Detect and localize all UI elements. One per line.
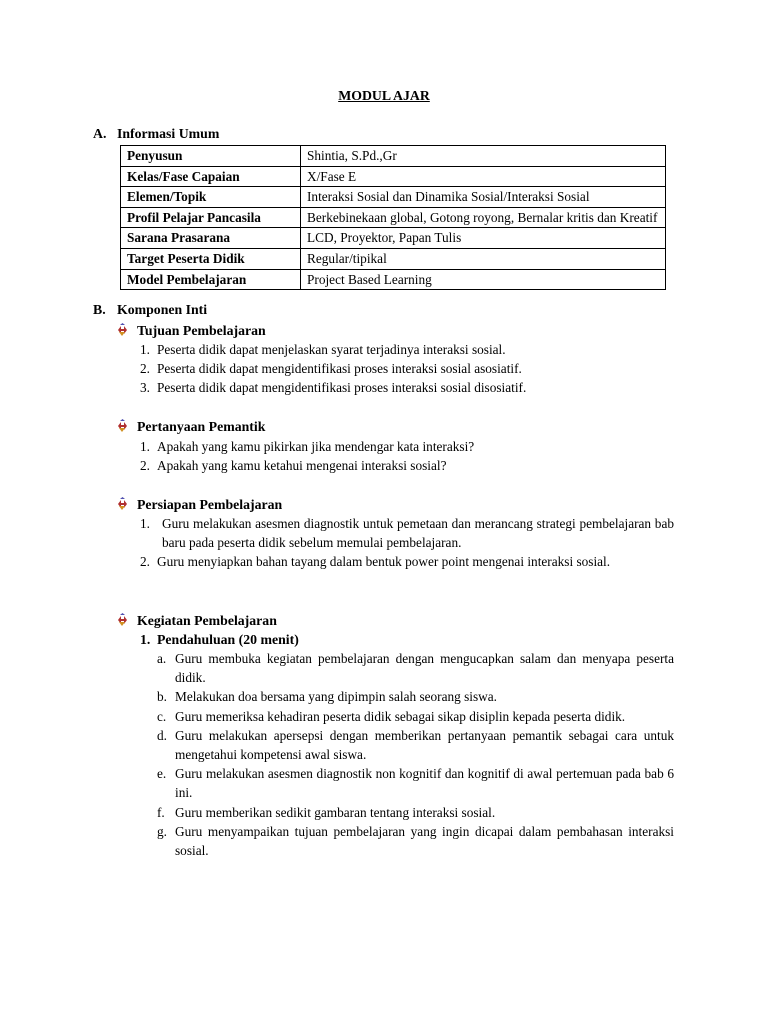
subsection-label: Persiapan Pembelajaran bbox=[137, 497, 283, 512]
list-text: Apakah yang kamu pikirkan jika mendengar kata interaksi? bbox=[157, 439, 475, 454]
arrow-bullet-icon bbox=[115, 419, 137, 433]
arrow-bullet-icon bbox=[115, 497, 137, 511]
list-item bbox=[140, 552, 674, 571]
list-item bbox=[157, 649, 674, 687]
list-item bbox=[140, 437, 674, 456]
list-text: Guru melakukan asesmen diagnostik untuk pemetaan dan merancang strategi pembelajaran bab baru pada peserta didik sebelum memulai pembelajaran. bbox=[162, 516, 674, 551]
phase-number: 1. bbox=[140, 632, 151, 647]
list-number: 2. bbox=[140, 361, 150, 377]
list-letter: d. bbox=[157, 727, 167, 743]
subsection-label: Tujuan Pembelajaran bbox=[137, 323, 266, 338]
list-item bbox=[157, 803, 674, 822]
info-value: Berkebinekaan global, Gotong royong, Bernalar kritis dan Kreatif bbox=[301, 207, 666, 228]
list-text: Peserta didik dapat mengidentifikasi proses interaksi sosial disosiatif. bbox=[157, 380, 527, 396]
list-number: 3. bbox=[140, 380, 150, 396]
info-key: Penyusun bbox=[121, 146, 301, 167]
info-value: Shintia, S.Pd.,Gr bbox=[301, 146, 666, 167]
list-item bbox=[157, 687, 674, 706]
list-number: 1. bbox=[140, 439, 150, 454]
list-item bbox=[157, 822, 674, 860]
section-b-label: Komponen Inti bbox=[117, 302, 208, 317]
section-b-heading bbox=[93, 302, 207, 318]
kegiatan-list bbox=[157, 649, 674, 860]
list-letter: c. bbox=[157, 708, 167, 724]
info-value: Project Based Learning bbox=[301, 269, 666, 290]
list-number: 2. bbox=[140, 458, 150, 474]
section-a-label: Informasi Umum bbox=[117, 126, 220, 141]
info-table bbox=[120, 145, 666, 290]
list-item bbox=[157, 764, 674, 802]
subsection-label: Pertanyaan Pemantik bbox=[137, 419, 266, 434]
subsection-kegiatan-heading bbox=[115, 611, 277, 630]
phase-label: Pendahuluan (20 menit) bbox=[157, 632, 299, 647]
list-letter: a. bbox=[157, 651, 167, 666]
table-row bbox=[121, 207, 666, 228]
list-text: Guru membuka kegiatan pembelajaran dengan mengucapkan salam dan menyapa peserta didik. bbox=[175, 651, 674, 686]
list-text: Guru melakukan apersepsi dengan memberikan pertanyaan pemantik sebagai cara untuk mengetahui kompetensi awal siswa. bbox=[175, 727, 674, 763]
list-item bbox=[140, 359, 674, 378]
list-letter: b. bbox=[157, 689, 167, 705]
list-item bbox=[140, 456, 674, 475]
document-title: MODUL AJAR bbox=[338, 88, 430, 103]
list-item bbox=[140, 514, 674, 552]
section-a-heading bbox=[93, 126, 219, 142]
section-a-number: A. bbox=[93, 126, 107, 141]
list-text: Melakukan doa bersama yang dipimpin salah seorang siswa. bbox=[175, 689, 497, 705]
list-text: Guru memeriksa kehadiran peserta didik sebagai sikap disiplin kepada peserta didik. bbox=[175, 708, 626, 724]
info-key: Elemen/Topik bbox=[121, 187, 301, 208]
list-item bbox=[140, 340, 674, 359]
list-text: Guru memberikan sedikit gambaran tentang interaksi sosial. bbox=[175, 804, 496, 820]
arrow-bullet-icon bbox=[115, 323, 137, 337]
subsection-label: Kegiatan Pembelajaran bbox=[137, 613, 277, 628]
list-number: 1. bbox=[140, 516, 150, 531]
arrow-bullet-icon bbox=[115, 613, 137, 627]
info-key: Profil Pelajar Pancasila bbox=[121, 207, 301, 228]
list-text: Apakah yang kamu ketahui mengenai interaksi sosial? bbox=[157, 458, 447, 474]
list-item bbox=[140, 378, 674, 397]
list-text: Peserta didik dapat menjelaskan syarat terjadinya interaksi sosial. bbox=[157, 342, 506, 357]
list-text: Peserta didik dapat mengidentifikasi proses interaksi sosial asosiatif. bbox=[157, 361, 522, 377]
info-key: Sarana Prasarana bbox=[121, 228, 301, 249]
subsection-persiapan-heading bbox=[115, 495, 282, 514]
tujuan-list bbox=[140, 340, 674, 398]
info-key: Kelas/Fase Capaian bbox=[121, 166, 301, 187]
list-letter: g. bbox=[157, 823, 167, 839]
table-row bbox=[121, 248, 666, 269]
info-value: LCD, Proyektor, Papan Tulis bbox=[301, 228, 666, 249]
list-text: Guru melakukan asesmen diagnostik non kognitif dan kognitif di awal pertemuan pada bab 6 ini. bbox=[175, 766, 674, 801]
table-row bbox=[121, 166, 666, 187]
list-item bbox=[157, 707, 674, 726]
info-value: Regular/tipikal bbox=[301, 248, 666, 269]
table-row bbox=[121, 228, 666, 249]
subsection-tujuan-heading bbox=[115, 321, 266, 340]
list-number: 2. bbox=[140, 554, 150, 570]
pemantik-list bbox=[140, 437, 674, 475]
info-key: Model Pembelajaran bbox=[121, 269, 301, 290]
list-item bbox=[157, 726, 674, 764]
list-text: Guru menyiapkan bahan tayang dalam bentuk power point mengenai interaksi sosial. bbox=[157, 554, 611, 570]
section-b-number: B. bbox=[93, 302, 106, 317]
table-row bbox=[121, 269, 666, 290]
phase-heading bbox=[140, 630, 299, 649]
list-letter: f. bbox=[157, 804, 165, 820]
persiapan-list bbox=[140, 514, 674, 572]
info-key: Target Peserta Didik bbox=[121, 248, 301, 269]
info-value: Interaksi Sosial dan Dinamika Sosial/Interaksi Sosial bbox=[301, 187, 666, 208]
subsection-pemantik-heading bbox=[115, 417, 265, 436]
table-row bbox=[121, 146, 666, 167]
list-letter: e. bbox=[157, 766, 167, 782]
table-row bbox=[121, 187, 666, 208]
list-text: Guru menyampaikan tujuan pembelajaran yang ingin dicapai dalam pembahasan interaksi sosial. bbox=[175, 823, 674, 859]
list-number: 1. bbox=[140, 342, 150, 357]
info-value: X/Fase E bbox=[301, 166, 666, 187]
